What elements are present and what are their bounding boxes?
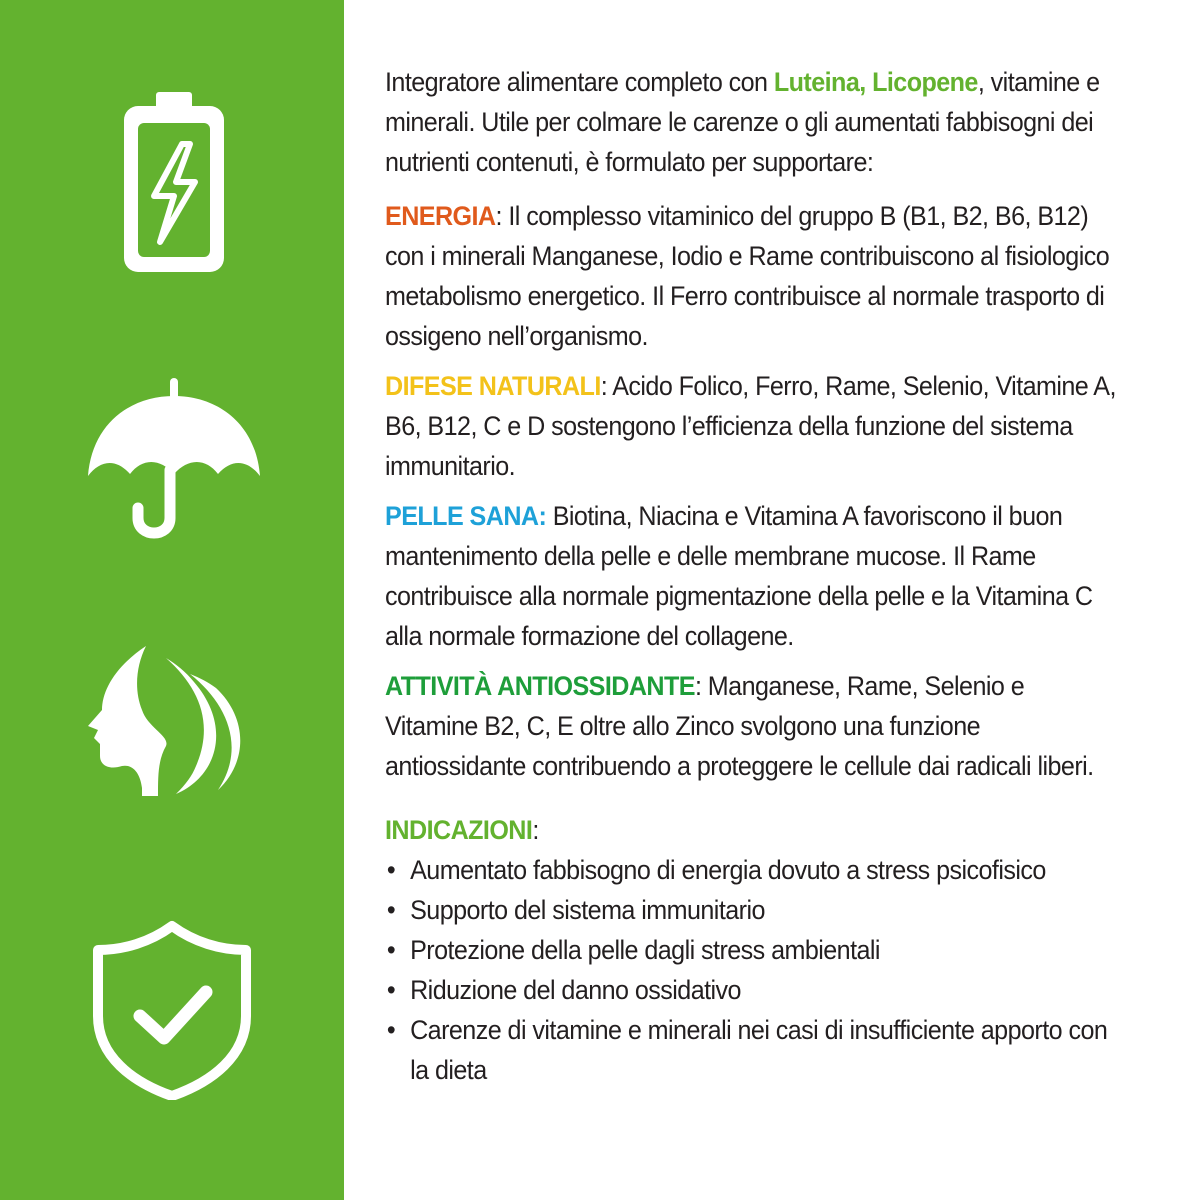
section-title-energia: ENERGIA	[385, 201, 496, 231]
list-item: • Aumentato fabbisogno di energia dovuto a stress psicofisico	[385, 850, 1120, 890]
indicazioni-heading	[385, 810, 1120, 850]
icon-sidebar	[0, 0, 344, 1200]
intro-paragraph	[385, 62, 1120, 182]
section-title-difese: DIFESE NATURALI	[385, 371, 601, 401]
description-text	[385, 62, 1120, 1090]
section-text-difese: : Acido Folico, Ferro, Rame, Selenio, Vitamine A, B6, B12, C e D sostengono l’efficienza della funzione del sistema immunitario.	[385, 371, 1116, 481]
intro-text-before: Integratore alimentare completo con	[385, 67, 774, 97]
list-item: • Carenze di vitamine e minerali nei casi di insufficiente apporto con la dieta	[385, 1010, 1120, 1090]
section-text-pelle: Biotina, Niacina e Vitamina A favoriscono il buon mantenimento della pelle e delle membrane mucose. Il Rame contribuisce alla normale pigmentazione della pelle e la Vitamina C alla normale formazione del collagene.	[385, 501, 1093, 651]
section-title-attivita: ATTIVITÀ ANTIOSSIDANTE	[385, 671, 695, 701]
section-energia	[385, 196, 1120, 356]
list-item: • Supporto del sistema immunitario	[385, 890, 1120, 930]
indicazioni-title: INDICAZIONI	[385, 815, 533, 845]
list-item: • Riduzione del danno ossidativo	[385, 970, 1120, 1010]
section-difese	[385, 366, 1120, 486]
intro-text-after: , vitamine e minerali. Utile per colmare le carenze o gli aumentati fabbisogni dei nutrienti contenuti, è formulato per supportare:	[385, 67, 1100, 177]
intro-highlight: Luteina, Licopene	[773, 67, 978, 97]
section-title-pelle: PELLE SANA:	[385, 501, 547, 531]
shield-check-icon	[92, 920, 252, 1100]
section-pelle	[385, 496, 1120, 656]
list-item: • Protezione della pelle dagli stress ambientali	[385, 930, 1120, 970]
umbrella-icon	[86, 378, 262, 546]
indicazioni-colon: :	[532, 815, 539, 845]
battery-icon	[124, 92, 224, 272]
indicazioni-list	[385, 850, 1120, 1090]
section-text-energia: : Il complesso vitaminico del gruppo B (B1, B2, B6, B12) con i minerali Manganese, Iodio e Rame contribuiscono al fisiologico metabolismo energetico. Il Ferro contribuisce al normale trasporto di ossigeno nell’organismo.	[385, 201, 1110, 351]
section-attivita	[385, 666, 1120, 786]
woman-profile-icon	[88, 644, 248, 802]
section-text-attivita: : Manganese, Rame, Selenio e Vitamine B2, C, E oltre allo Zinco svolgono una funzione antiossidante contribuendo a proteggere le cellule dai radicali liberi.	[385, 671, 1094, 781]
